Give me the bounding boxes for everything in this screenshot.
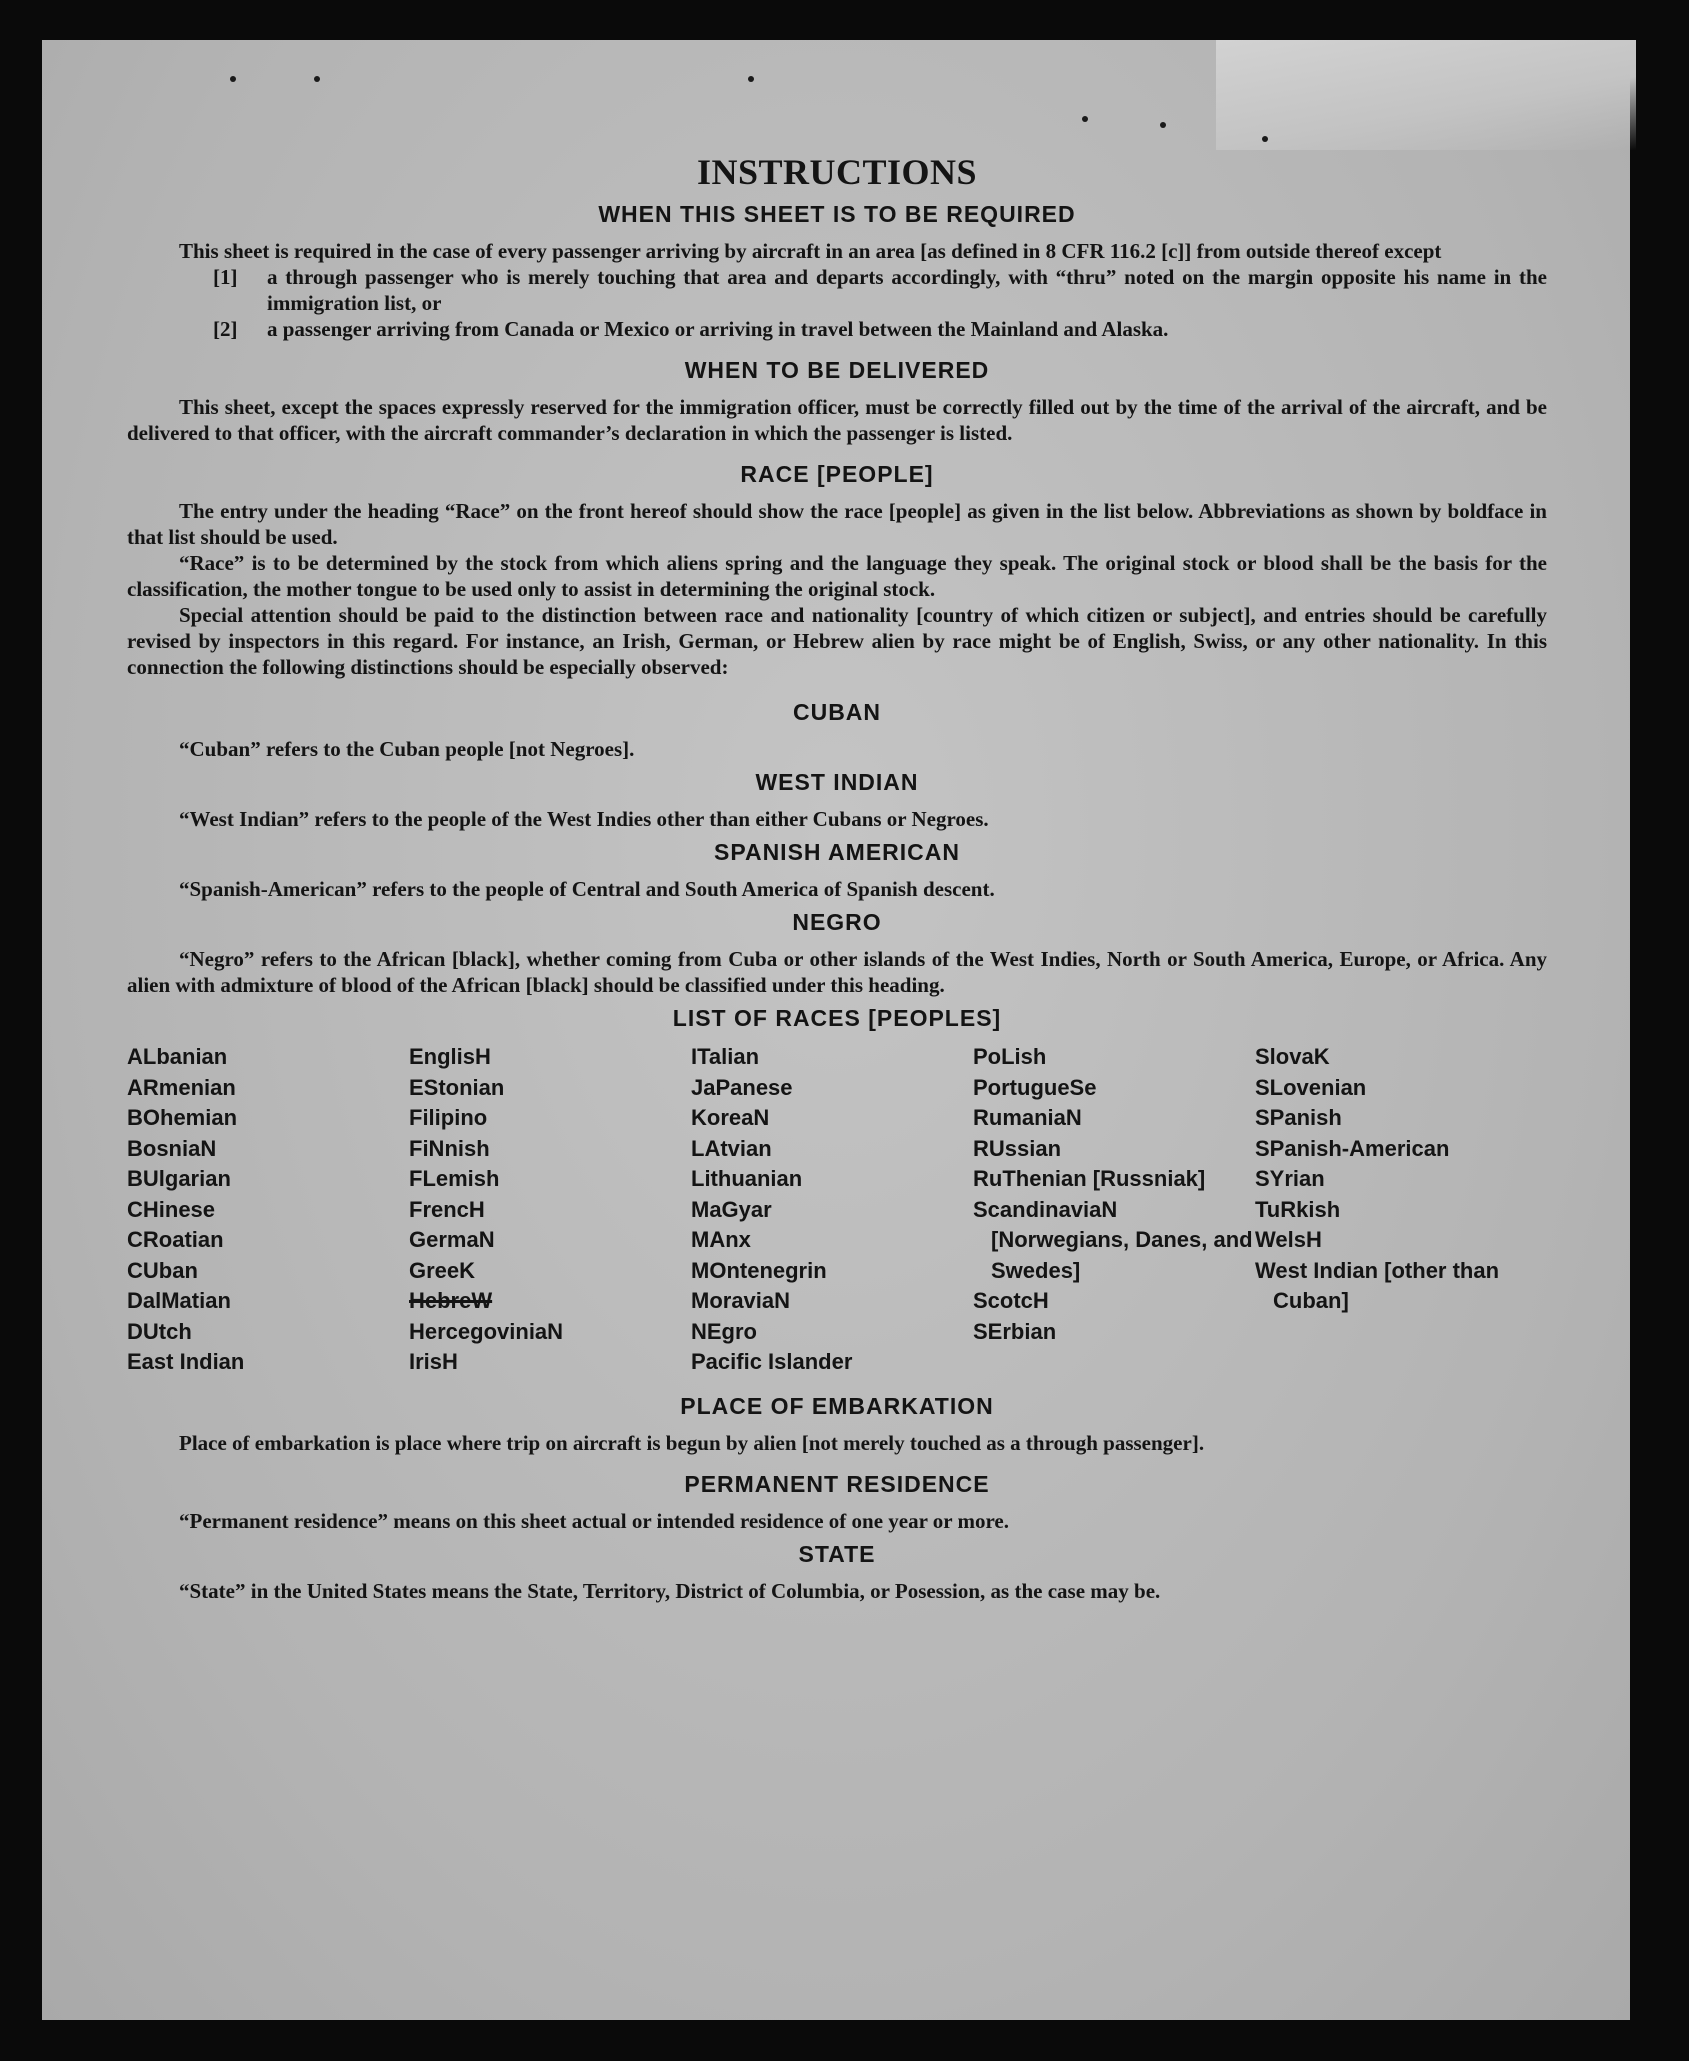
race-item: CRoatian	[127, 1227, 224, 1252]
race-item: ScotcH	[973, 1288, 1049, 1313]
paragraph-residence: “Permanent residence” means on this sheet actual or intended residence of one year or more.	[179, 1508, 1009, 1533]
race-column	[691, 1042, 973, 1378]
race-column	[127, 1042, 409, 1378]
race-item: East Indian	[127, 1349, 245, 1374]
paragraph-cuban: “Cuban” refers to the Cuban people [not Negroes].	[179, 737, 635, 761]
section-state	[127, 1540, 1547, 1604]
exception-list	[127, 264, 1547, 342]
punch-mark	[230, 76, 236, 82]
section-when-required	[127, 200, 1547, 342]
race-item: FLemish	[409, 1166, 500, 1191]
exception-item: [2] a passenger arriving from Canada or Mexico or arriving in travel between the Mainland and Alaska.	[213, 317, 1169, 341]
paragraph-negro: “Negro” refers to the African [black], whether coming from Cuba or other islands of the West Indies, North or South America, Europe, or Africa. Any alien with admixture of blood of the African [black] should be classified under this heading.	[127, 947, 1547, 997]
race-item: SErbian	[973, 1318, 1057, 1344]
instructions-body	[127, 150, 1547, 1618]
race-item: BOhemian	[127, 1105, 238, 1130]
race-item: ALbanian	[127, 1044, 228, 1069]
race-item: PortugueSe	[973, 1074, 1097, 1100]
heading-list-of-races: LIST OF RACES [PEOPLES]	[672, 1005, 1002, 1031]
heading-negro: NEGRO	[792, 909, 882, 935]
race-item: LAtvian	[691, 1135, 772, 1161]
paragraph-race: Special attention should be paid to the distinction between race and nationality [country of which citizen or subject], and entries should be carefully revised by inspectors in this regard. For instance, an Irish, German, or Hebrew alien by race might be of English, Swiss, or any other nationality. In this connection the following distinctions should be especially observed:	[127, 603, 1547, 679]
race-item: West Indian [other than Cuban]	[1255, 1257, 1500, 1313]
race-item: ARmenian	[127, 1074, 236, 1100]
race-item: TuRkish	[1255, 1196, 1341, 1222]
race-item: RumaniaN	[973, 1105, 1082, 1130]
heading-state: STATE	[798, 1540, 876, 1567]
race-item: RUssian	[973, 1135, 1062, 1161]
heading-when-required: WHEN THIS SHEET IS TO BE REQUIRED	[598, 201, 1076, 227]
race-item-struck: HebreW	[409, 1288, 493, 1313]
race-item: NEgro	[691, 1318, 757, 1344]
heading-cuban: CUBAN	[792, 699, 882, 725]
race-item: SYrian	[1255, 1166, 1325, 1191]
race-item: GreeK	[409, 1257, 476, 1283]
paragraph-spanish-american: “Spanish-American” refers to the people of Central and South America of Spanish descent.	[179, 877, 995, 901]
paragraph-race: “Race” is to be determined by the stock from which aliens spring and the language they speak. The original stock or blood shall be the basis for the classification, the mother tongue to be used only to assist in determining the original stock.	[127, 551, 1547, 601]
section-when-delivered	[127, 356, 1547, 446]
page-title: INSTRUCTIONS	[696, 152, 978, 192]
heading-west-indian: WEST INDIAN	[755, 769, 919, 795]
race-item: CUban	[127, 1257, 198, 1283]
race-item: PoLish	[973, 1044, 1047, 1069]
section-cuban	[127, 698, 1547, 762]
race-item: ScandinaviaN [Norwegians, Danes, and Swedes]	[973, 1196, 1253, 1283]
race-item: SlovaK	[1255, 1044, 1330, 1069]
race-item: FrencH	[409, 1196, 485, 1222]
punch-mark	[1262, 136, 1268, 142]
race-item: BUlgarian	[127, 1166, 231, 1191]
race-column	[409, 1042, 691, 1378]
race-item: CHinese	[127, 1196, 216, 1222]
race-item: DalMatian	[127, 1288, 231, 1313]
race-item: Filipino	[409, 1105, 488, 1130]
folded-corner	[1216, 40, 1636, 150]
heading-spanish-american: SPANISH AMERICAN	[713, 839, 960, 865]
section-west-indian	[127, 768, 1547, 832]
section-negro	[127, 908, 1547, 998]
race-item: JaPanese	[691, 1074, 793, 1100]
race-item: EnglisH	[409, 1044, 491, 1069]
race-item: SPanish-American	[1255, 1135, 1450, 1161]
race-item: ITalian	[691, 1044, 760, 1069]
exception-item: [1] a through passenger who is merely touching that area and departs accordingly, with “thru” noted on the margin opposite his name in the immigration list, or	[213, 265, 1547, 315]
section-residence	[127, 1470, 1547, 1534]
race-item: Lithuanian	[691, 1166, 803, 1191]
race-column	[1255, 1042, 1537, 1378]
paragraph-state: “State” in the United States means the State, Territory, District of Columbia, or Posession, as the case may be.	[179, 1578, 1161, 1603]
race-item: Pacific Islander	[691, 1349, 853, 1374]
punch-mark	[1082, 116, 1088, 122]
race-item: RuThenian [Russniak]	[973, 1166, 1206, 1191]
heading-embarkation: PLACE OF EMBARKATION	[680, 1392, 994, 1419]
heading-when-delivered: WHEN TO BE DELIVERED	[684, 357, 990, 383]
race-item: MAnx	[691, 1227, 751, 1252]
punch-mark	[748, 76, 754, 82]
paragraph-west-indian: “West Indian” refers to the people of the West Indies other than either Cubans or Negroes.	[179, 807, 989, 831]
section-spanish-american	[127, 838, 1547, 902]
punch-mark	[1160, 122, 1166, 128]
race-item: MaGyar	[691, 1196, 772, 1222]
section-embarkation	[127, 1392, 1547, 1456]
race-list	[127, 1042, 1547, 1378]
paragraph-when-required: This sheet is required in the case of every passenger arriving by aircraft in an area [as defined in 8 CFR 116.2 [c]] from outside thereof except	[179, 239, 1442, 263]
race-item: BosniaN	[127, 1135, 217, 1161]
document-sheet	[42, 40, 1630, 2020]
race-item: EStonian	[409, 1074, 505, 1100]
paragraph-race: The entry under the heading “Race” on the front hereof should show the race [people] as given in the list below. Abbreviations as shown by boldface in that list should be used.	[127, 499, 1547, 549]
race-item: HercegoviniaN	[409, 1318, 564, 1344]
section-list-of-races	[127, 1004, 1547, 1378]
race-item: IrisH	[409, 1349, 458, 1374]
heading-race: RACE [PEOPLE]	[740, 461, 934, 487]
race-item: DUtch	[127, 1318, 192, 1344]
section-race	[127, 460, 1547, 680]
race-item: MOntenegrin	[691, 1257, 827, 1283]
paragraph-when-delivered: This sheet, except the spaces expressly reserved for the immigration officer, must be correctly filled out by the time of the arrival of the aircraft, and be delivered to that officer, with the aircraft commander’s declaration in which the passenger is listed.	[127, 395, 1547, 445]
punch-mark	[314, 76, 320, 82]
race-item: GermaN	[409, 1227, 495, 1252]
race-column	[973, 1042, 1255, 1378]
race-item: FiNnish	[409, 1135, 490, 1161]
race-item: SLovenian	[1255, 1074, 1367, 1100]
race-item: WelsH	[1255, 1227, 1322, 1252]
race-item: MoraviaN	[691, 1288, 791, 1313]
race-item: KoreaN	[691, 1105, 770, 1130]
heading-residence: PERMANENT RESIDENCE	[684, 1470, 990, 1497]
paragraph-embarkation: Place of embarkation is place where trip on aircraft is begun by alien [not merely touched as a through passenger].	[179, 1430, 1205, 1455]
race-item: SPanish	[1255, 1105, 1342, 1130]
